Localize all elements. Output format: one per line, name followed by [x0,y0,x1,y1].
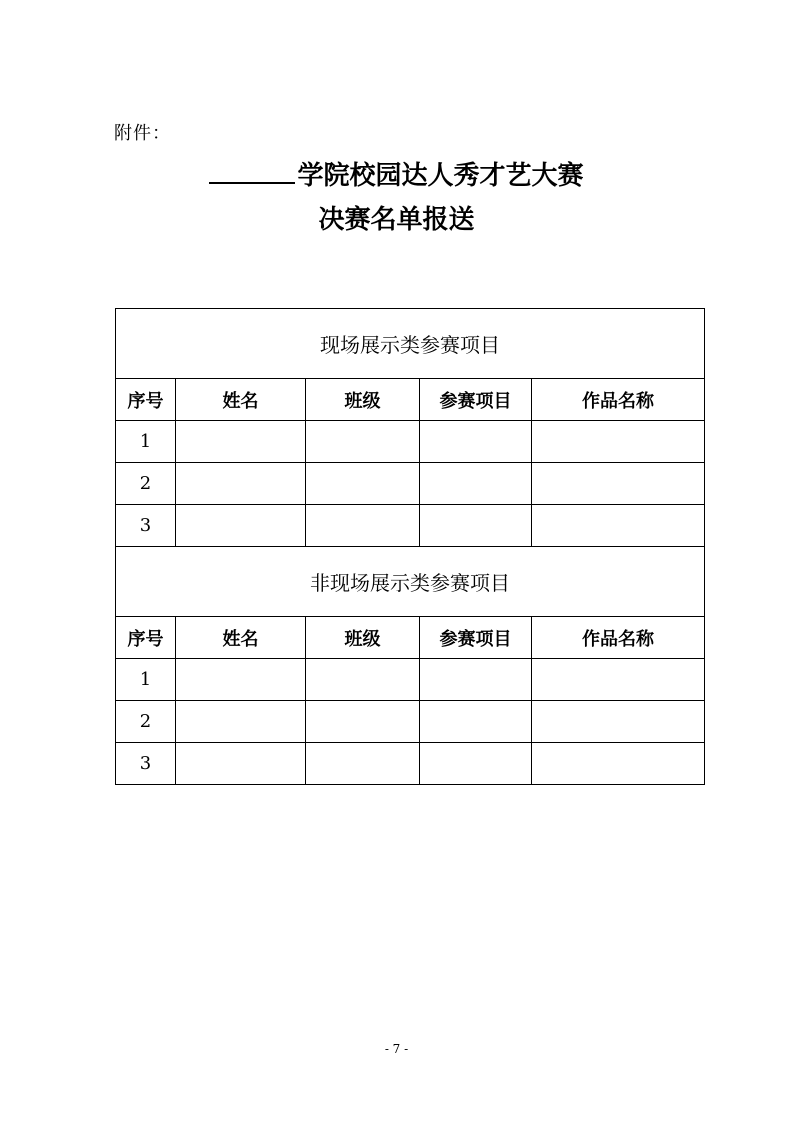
row-index: 1 [116,659,176,701]
work-title-cell[interactable] [532,463,705,505]
col-header-work-title: 作品名称 [532,379,705,421]
col-header-index: 序号 [116,617,176,659]
row-index: 2 [116,701,176,743]
name-cell[interactable] [176,505,306,547]
section-header-row [116,309,705,379]
name-cell[interactable] [176,421,306,463]
event-cell[interactable] [420,463,532,505]
work-title-cell[interactable] [532,743,705,785]
section-title-onsite: 现场展示类参赛项目 [116,309,705,379]
row-index: 2 [116,463,176,505]
table-row [116,743,705,785]
row-index: 3 [116,505,176,547]
table-row [116,421,705,463]
col-header-name: 姓名 [176,617,306,659]
col-header-work-title: 作品名称 [532,617,705,659]
name-cell[interactable] [176,659,306,701]
col-header-index: 序号 [116,379,176,421]
table-row [116,659,705,701]
event-cell[interactable] [420,743,532,785]
class-cell[interactable] [306,505,420,547]
class-cell[interactable] [306,463,420,505]
event-cell[interactable] [420,505,532,547]
title-line1: 学院校园达人秀才艺大赛 [297,161,584,191]
class-cell[interactable] [306,743,420,785]
col-header-event: 参赛项目 [420,617,532,659]
col-header-name: 姓名 [176,379,306,421]
work-title-cell[interactable] [532,701,705,743]
attachment-label: 附件： [114,123,171,144]
work-title-cell[interactable] [532,505,705,547]
section-title-offsite: 非现场展示类参赛项目 [116,547,705,617]
event-cell[interactable] [420,659,532,701]
class-cell[interactable] [306,421,420,463]
col-header-event: 参赛项目 [420,379,532,421]
column-header-row [116,379,705,421]
document-title [0,155,793,192]
col-header-class: 班级 [306,617,420,659]
class-cell[interactable] [306,701,420,743]
name-cell[interactable] [176,743,306,785]
name-cell[interactable] [176,463,306,505]
college-name-blank[interactable] [209,160,295,184]
table-row [116,505,705,547]
section-header-row [116,547,705,617]
row-index: 3 [116,743,176,785]
col-header-class: 班级 [306,379,420,421]
page-number: - 7 - [384,1042,409,1056]
event-cell[interactable] [420,701,532,743]
registration-table [115,308,705,785]
class-cell[interactable] [306,659,420,701]
table-row [116,701,705,743]
name-cell[interactable] [176,701,306,743]
column-header-row [116,617,705,659]
work-title-cell[interactable] [532,421,705,463]
row-index: 1 [116,421,176,463]
document-subtitle: 决赛名单报送 [318,205,475,235]
work-title-cell[interactable] [532,659,705,701]
event-cell[interactable] [420,421,532,463]
table-row [116,463,705,505]
